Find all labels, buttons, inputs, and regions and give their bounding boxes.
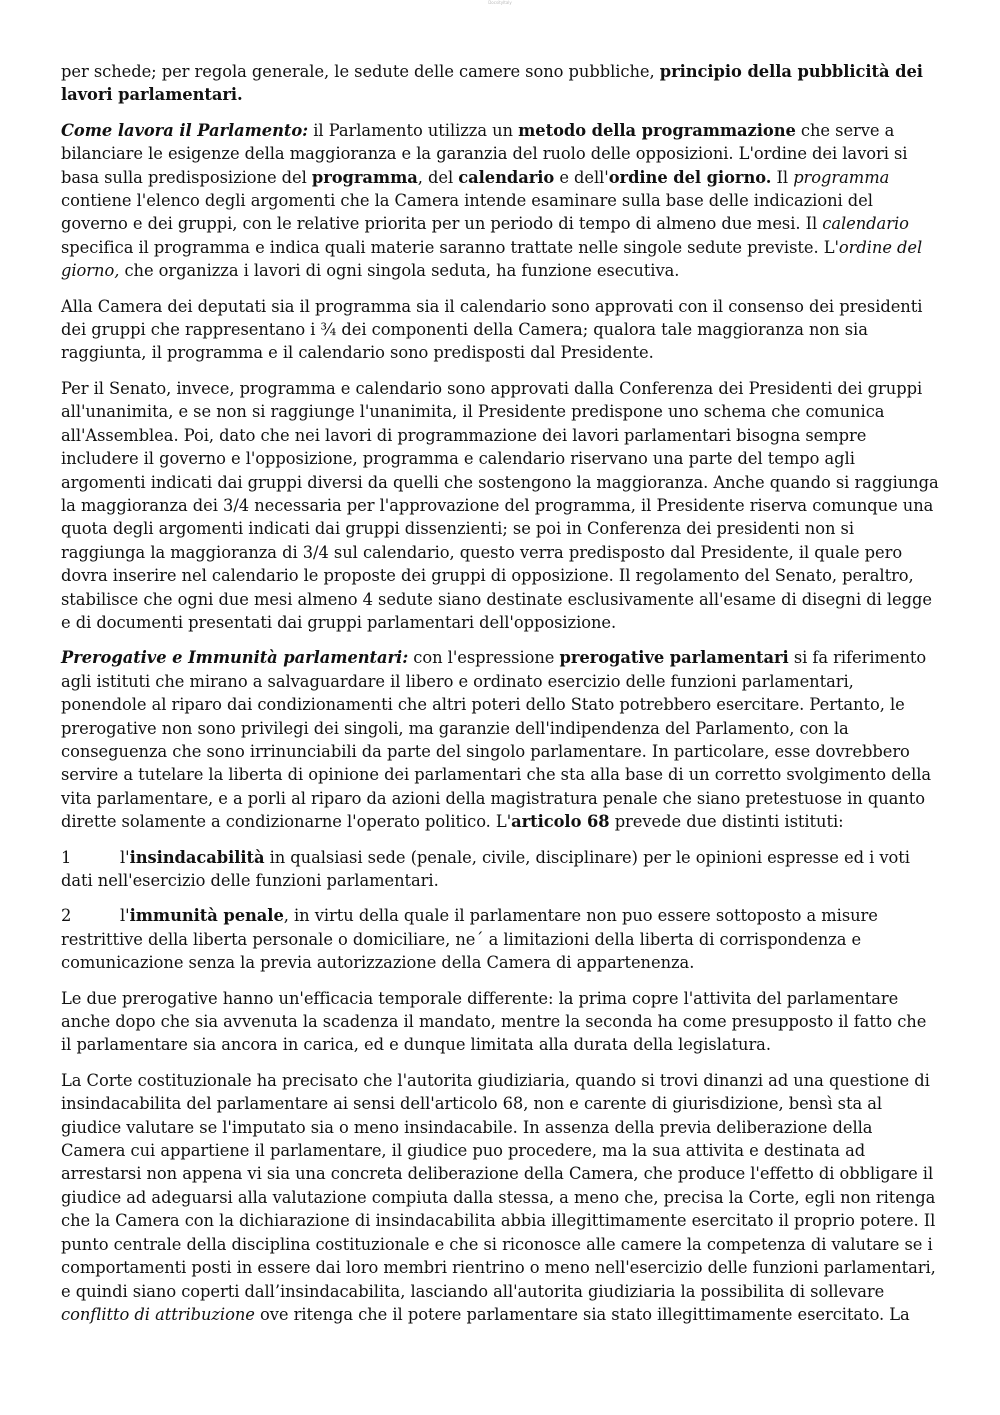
- paragraph: [61, 60, 941, 107]
- text-segment: si fa riferimento agli istituti che mirano a salvaguardare il libero e ordinato esercizio delle funzioni parlamentari, ponendole al riparo dai condizionamenti che altri poteri dello Stato potrebbero esercitare. Pertanto, le prerogative non sono privilegi dei singoli, ma garanzie dell'indipendenza del Parlamento, con la conseguenza che sono irrinunciabili da parte del singolo parlamentare. In particolare, esse dovrebbero servire a tutelare la liberta di opinione dei parlamentari che sta alla base di un corretto svolgimento della vita parlamentare, e a porli al riparo da azioni della magistratura penale che siano pretestuose in quanto dirette solamente a condizionarne l'operato politico. L': [61, 648, 932, 832]
- paragraph: [61, 987, 941, 1057]
- bold-text-segment: immunità penale: [129, 906, 284, 926]
- bold-italic-text-segment: Come lavora il Parlamento:: [61, 120, 309, 140]
- italic-text-segment: programma: [793, 167, 890, 187]
- bold-text-segment: ordine del giorno.: [608, 167, 772, 187]
- bold-italic-text-segment: Prerogative e Immunità parlamentari:: [61, 648, 409, 668]
- italic-text-segment: ordine del giorno,: [61, 237, 923, 281]
- paragraph: [61, 119, 941, 283]
- text-segment: prevede due distinti istituti:: [609, 812, 844, 832]
- text-segment: La Corte costituzionale ha precisato che l'autorita giudiziaria, quando si trovi dinanzi ad una questione di insindacabilita del parlamentare ai sensi dell'articolo 68, non e carente di giurisdizione, bensì sta al giudice valutare se l'imputato sia o meno insindacabile. In assenza della previa deliberazione della Camera cui appartiene il parlamentare, il giudice puo procedere, ma la sua attivita e destinata ad arrestarsi non appena vi sia una concreta deliberazione della Camera, che produce l'effetto di obbligare il giudice ad adeguarsi alla valutazione compiuta dalla stessa, a meno che, precisa la Corte, egli non ritenga che la Camera con la dichiarazione di insindacabilita abbia illegittimamente esercitato il proprio potere. Il punto centrale della disciplina costituzionale e che si riconosce alle camere la competenza di valutare se i comportamenti posti in essere dai loro membri rientrino o meno nell'esercizio delle funzioni parlamentari, e quindi siano coperti dall’insindacabilita, lasciando all'autorita giudiziaria la possibilita di sollevare: [61, 1070, 936, 1301]
- list-item: [61, 846, 941, 893]
- italic-text-segment: conflitto di attribuzione: [61, 1304, 255, 1324]
- text-segment: l': [120, 906, 130, 926]
- text-segment: il Parlamento utilizza un: [308, 120, 519, 140]
- bold-text-segment: programma: [311, 167, 418, 187]
- text-segment: Per il Senato, invece, programma e calendario sono approvati dalla Conferenza dei Presidenti dei gruppi all'unanimita, e se non si raggiunge l'unanimita, il Presidente predispone uno schema che comunica all'Assemblea. Poi, dato che nei lavori di programmazione dei lavori parlamentari bisogna sempre includere il governo e l'opposizione, programma e calendario riservano una parte del tempo agli argomenti indicati dai gruppi diversi da quelli che sostengono la maggioranza. Anche quando si raggiunga la maggioranza dei 3/4 necessaria per l'approvazione del programma, il Presidente riserva comunque una quota degli argomenti indicati dai gruppi dissenzienti; se poi in Conferenza dei presidenti non si raggiunga la maggioranza di 3/4 sul calendario, questo verra predisposto dal Presidente, il quale pero dovra inserire nel calendario le proposte dei gruppi di opposizione. Il regolamento del Senato, peraltro, stabilisce che ogni due mesi almeno 4 sedute siano destinate esclusivamente all'esame di disegni di legge e di documenti presentati dai gruppi parlamentari dell'opposizione.: [61, 378, 939, 632]
- text-segment: specifica il programma e indica quali materie saranno trattate nelle singole sedute previste. L': [61, 237, 839, 257]
- bold-text-segment: prerogative parlamentari: [559, 648, 789, 668]
- text-segment: per schede; per regola generale, le sedute delle camere sono pubbliche,: [61, 62, 660, 81]
- bold-text-segment: calendario: [458, 167, 555, 187]
- paragraphs-before: [61, 60, 941, 834]
- text-segment: contiene l'elenco degli argomenti che la Camera intende esaminare sulla base delle indicazioni del governo e dei gruppi, con le relative priorita per un periodo di tempo di almeno due mesi. Il: [61, 191, 873, 234]
- bold-text-segment: principio della pubblicità dei lavori parlamentari.: [61, 62, 923, 105]
- text-segment: , in virtu della quale il parlamentare non puo essere sottoposto a misure restrittive della liberta personale o domiciliare, ne´ a limitazioni della liberta di corrispondenza e comunicazione senza la previa autorizzazione della Camera di appartenenza.: [61, 906, 878, 973]
- paragraph: [61, 1069, 941, 1326]
- paragraphs-after: [61, 987, 941, 1327]
- text-segment: Il: [771, 167, 794, 187]
- text-segment: Le due prerogative hanno un'efficacia temporale differente: la prima copre l'attivita del parlamentare anche dopo che sia avvenuta la scadenza il mandato, mentre la seconda ha come presupposto il fatto che il parlamentare sia ancora in carica, ed e dunque limitata alla durata della legislatura.: [61, 988, 927, 1055]
- italic-text-segment: calendario: [822, 214, 909, 234]
- text-segment: con l'espressione: [408, 648, 560, 668]
- text-segment: ove ritenga che il potere parlamentare sia stato illegittimamente esercitato. La: [254, 1304, 910, 1324]
- text-segment: e dell': [554, 167, 609, 187]
- bold-text-segment: metodo della programmazione: [518, 120, 796, 140]
- text-segment: in qualsiasi sede (penale, civile, disciplinare) per le opinioni espresse ed i voti dati nell'esercizio delle funzioni parlamentari.: [61, 847, 910, 890]
- text-segment: che organizza i lavori di ogni singola seduta, ha funzione esecutiva.: [119, 261, 680, 281]
- text-segment: che serve a bilanciare le esigenze della maggioranza e la garanzia del ruolo delle opposizioni. L'ordine dei lavori si basa sulla predisposizione del: [61, 120, 908, 187]
- paragraph: [61, 295, 941, 365]
- watermark: DocsityItaly: [488, 0, 512, 5]
- list-number: 2: [61, 906, 72, 926]
- paragraph: [61, 646, 941, 833]
- text-segment: , del: [417, 167, 459, 187]
- bold-text-segment: insindacabilità: [129, 847, 265, 867]
- text-segment: l': [120, 847, 130, 867]
- text-segment: Alla Camera dei deputati sia il programma sia il calendario sono approvati con il consenso dei presidenti dei gruppi che rappresentano i ¾ dei componenti della Camera; qualora tale maggioranza non sia raggiunta, il programma e il calendario sono predisposti dal Presidente.: [61, 296, 923, 363]
- numbered-list: [61, 846, 941, 975]
- paragraph: [61, 377, 941, 634]
- document-page: [61, 60, 941, 1338]
- list-item: [61, 904, 941, 974]
- bold-text-segment: articolo 68: [511, 812, 610, 832]
- list-number: 1: [61, 847, 72, 867]
